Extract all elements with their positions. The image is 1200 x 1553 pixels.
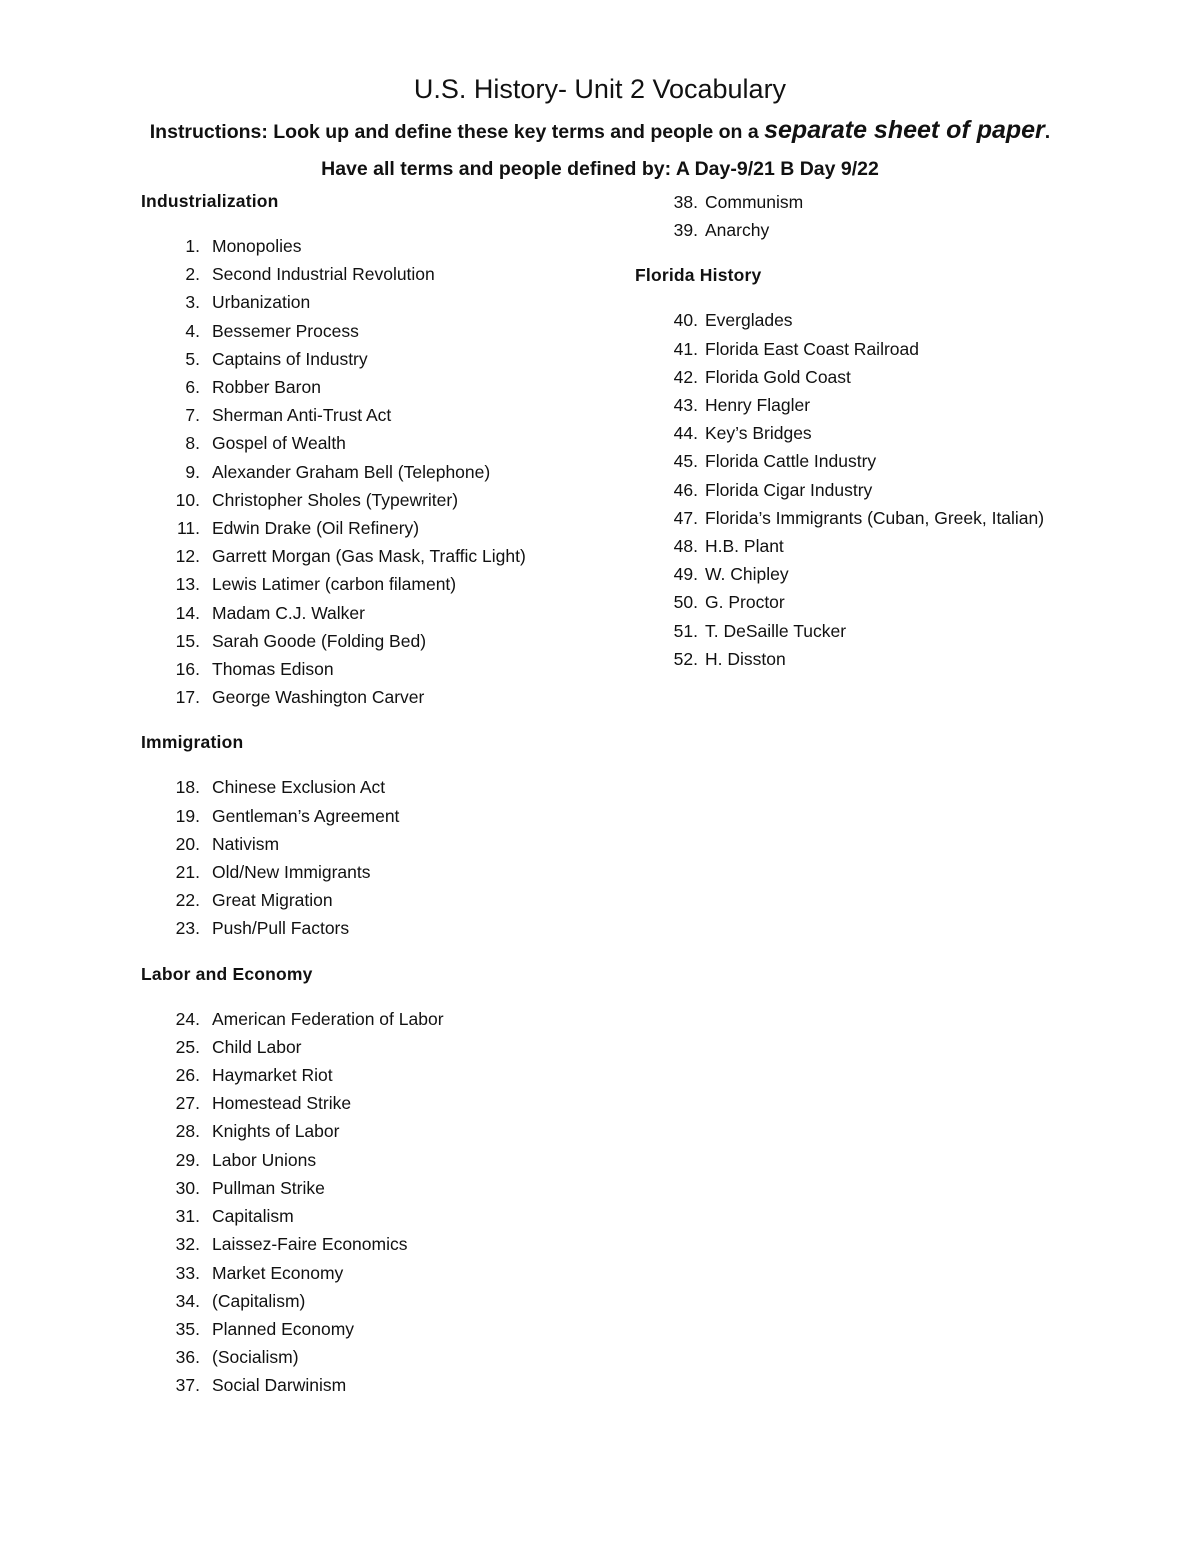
item-number: 5.	[185, 348, 200, 369]
item-term: Homestead Strike	[212, 1093, 352, 1114]
list-item	[141, 1202, 621, 1230]
list-item	[141, 830, 621, 858]
item-number: 19.	[175, 805, 200, 826]
item-number: 18.	[175, 777, 200, 798]
item-term: Second Industrial Revolution	[212, 264, 435, 285]
item-number: 32.	[175, 1234, 200, 1255]
item-term: Bessemer Process	[212, 320, 359, 341]
item-term: Henry Flagler	[705, 395, 811, 416]
section-heading-industrialization: Industrialization	[141, 191, 279, 211]
item-term: G. Proctor	[705, 592, 785, 613]
list-item	[635, 476, 1095, 504]
item-term: (Socialism)	[212, 1347, 299, 1368]
item-term: Child Labor	[212, 1036, 302, 1057]
list-item	[141, 802, 621, 830]
item-number: 3.	[185, 292, 200, 313]
item-term: Push/Pull Factors	[212, 918, 350, 939]
list-item	[141, 914, 621, 942]
list-item	[141, 773, 621, 801]
item-term: Thomas Edison	[212, 659, 334, 680]
list-item	[141, 599, 621, 627]
item-term: Labor Unions	[212, 1149, 317, 1170]
item-number: 35.	[175, 1318, 200, 1339]
left-column	[141, 188, 621, 1400]
item-number: 40.	[673, 310, 698, 331]
item-term: Laissez-Faire Economics	[212, 1234, 408, 1255]
right-column	[635, 188, 1095, 673]
item-number: 25.	[175, 1036, 200, 1057]
list-item	[141, 373, 621, 401]
list-item	[141, 1371, 621, 1399]
list-item	[141, 1259, 621, 1287]
industrialization-list	[141, 232, 621, 711]
list-item	[141, 1033, 621, 1061]
list-item	[635, 188, 1095, 216]
item-term: Great Migration	[212, 890, 333, 911]
item-number: 7.	[185, 405, 200, 426]
list-item	[141, 345, 621, 373]
list-item	[141, 288, 621, 316]
item-term: T. DeSaille Tucker	[705, 620, 847, 641]
item-term: H.B. Plant	[705, 536, 784, 557]
item-term: Capitalism	[212, 1206, 294, 1227]
item-term: Key’s Bridges	[705, 423, 812, 444]
item-term: Everglades	[705, 310, 793, 331]
list-item	[635, 645, 1095, 673]
item-term: Florida East Coast Railroad	[705, 338, 919, 359]
item-term: Social Darwinism	[212, 1375, 347, 1396]
item-term: Florida Cigar Industry	[705, 479, 873, 500]
list-item	[141, 1287, 621, 1315]
item-number: 38.	[673, 192, 698, 212]
item-number: 50.	[673, 592, 698, 613]
item-number: 14.	[175, 602, 200, 623]
list-item	[141, 542, 621, 570]
list-item	[141, 1174, 621, 1202]
list-item	[635, 588, 1095, 616]
item-number: 28.	[175, 1121, 200, 1142]
item-term: Knights of Labor	[212, 1121, 340, 1142]
list-item	[635, 617, 1095, 645]
item-number: 29.	[175, 1149, 200, 1170]
item-number: 48.	[673, 536, 698, 557]
list-item	[141, 858, 621, 886]
item-number: 11.	[176, 518, 200, 539]
list-item	[635, 447, 1095, 475]
item-number: 9.	[185, 461, 200, 482]
list-item	[635, 419, 1095, 447]
item-number: 52.	[673, 648, 698, 669]
list-item	[635, 391, 1095, 419]
item-term: Edwin Drake (Oil Refinery)	[212, 518, 420, 539]
item-term: Market Economy	[212, 1262, 344, 1283]
item-term: Sarah Goode (Folding Bed)	[212, 630, 427, 651]
item-number: 42.	[673, 366, 698, 387]
item-number: 1.	[185, 236, 200, 256]
immigration-list	[141, 773, 621, 942]
item-number: 26.	[175, 1065, 200, 1086]
item-term: Haymarket Riot	[212, 1065, 333, 1086]
item-number: 15.	[175, 630, 200, 651]
item-number: 49.	[673, 564, 698, 585]
item-term: Robber Baron	[212, 377, 321, 398]
item-term: Captains of Industry	[212, 348, 368, 369]
list-item	[635, 560, 1095, 588]
item-term: American Federation of Labor	[212, 1008, 444, 1029]
item-number: 46.	[673, 479, 698, 500]
list-item	[141, 401, 621, 429]
list-item	[141, 655, 621, 683]
item-term: Florida Gold Coast	[705, 366, 851, 387]
item-term: W. Chipley	[705, 564, 789, 585]
item-term: Monopolies	[212, 236, 302, 256]
instructions	[140, 112, 1060, 188]
item-term: Madam C.J. Walker	[212, 602, 365, 623]
list-item	[141, 429, 621, 457]
list-item	[141, 260, 621, 288]
item-term: Gospel of Wealth	[212, 433, 346, 454]
item-term: Gentleman’s Agreement	[212, 805, 400, 826]
item-term: (Capitalism)	[212, 1290, 306, 1311]
item-number: 16.	[175, 659, 200, 680]
item-number: 30.	[175, 1177, 200, 1198]
instructions-emphasis: separate sheet of paper	[764, 116, 1045, 144]
item-number: 36.	[175, 1347, 200, 1368]
item-term: Communism	[705, 192, 804, 212]
list-item	[141, 1146, 621, 1174]
item-number: 21.	[175, 862, 200, 883]
item-number: 47.	[673, 507, 698, 528]
list-item	[635, 532, 1095, 560]
item-term: Pullman Strike	[212, 1177, 325, 1198]
item-number: 41.	[673, 338, 698, 359]
item-term: Planned Economy	[212, 1318, 355, 1339]
item-term: Urbanization	[212, 292, 311, 313]
item-number: 31.	[175, 1206, 200, 1227]
list-item	[635, 504, 1095, 532]
item-number: 44.	[673, 423, 698, 444]
section-heading-immigration: Immigration	[141, 732, 244, 753]
list-item	[141, 1061, 621, 1089]
item-term: Chinese Exclusion Act	[212, 777, 386, 798]
item-number: 4.	[185, 320, 200, 341]
item-number: 6.	[185, 377, 200, 398]
item-term: Old/New Immigrants	[212, 862, 371, 883]
item-term: Nativism	[212, 833, 280, 854]
list-item	[141, 317, 621, 345]
item-number: 23.	[175, 918, 200, 939]
list-item	[141, 1315, 621, 1343]
list-item	[141, 458, 621, 486]
item-number: 12.	[175, 546, 200, 567]
item-term: Garrett Morgan (Gas Mask, Traffic Light)	[212, 546, 526, 567]
item-number: 43.	[673, 395, 698, 416]
section-heading-labor-economy: Labor and Economy	[141, 963, 313, 984]
item-number: 39.	[673, 220, 698, 241]
list-item	[141, 683, 621, 711]
section-heading-florida-history: Florida History	[635, 265, 762, 286]
item-number: 8.	[185, 433, 200, 454]
item-number: 27.	[175, 1093, 200, 1114]
list-item	[141, 1343, 621, 1371]
list-item	[635, 335, 1095, 363]
list-item	[141, 486, 621, 514]
instructions-lead: Instructions: Look up and define these key terms and people on a	[149, 121, 765, 143]
item-number: 17.	[175, 687, 200, 708]
item-number: 2.	[185, 264, 200, 285]
item-term: Christopher Sholes (Typewriter)	[212, 489, 459, 510]
list-item	[141, 1117, 621, 1145]
item-number: 34.	[175, 1290, 200, 1311]
item-number: 13.	[175, 574, 200, 595]
item-term: Alexander Graham Bell (Telephone)	[212, 461, 491, 482]
item-number: 24.	[175, 1008, 200, 1029]
list-item	[635, 216, 1095, 244]
list-item	[635, 363, 1095, 391]
labor-economy-list	[141, 1005, 621, 1400]
item-number: 22.	[175, 890, 200, 911]
item-term: Lewis Latimer (carbon filament)	[212, 574, 457, 595]
item-term: Florida’s Immigrants (Cuban, Greek, Italian)	[705, 507, 1045, 528]
instructions-deadline: . Have all terms and people defined by: A Day-9/21 B Day 9/22	[321, 121, 1051, 180]
list-item	[141, 570, 621, 598]
list-item	[141, 1089, 621, 1117]
florida-history-list	[635, 306, 1095, 673]
item-number: 37.	[175, 1375, 200, 1396]
list-item	[141, 1230, 621, 1258]
list-item	[635, 306, 1095, 334]
page-title: U.S. History- Unit 2 Vocabulary	[413, 74, 787, 104]
item-term: Florida Cattle Industry	[705, 451, 877, 472]
item-term: George Washington Carver	[212, 687, 425, 708]
item-number: 45.	[673, 451, 698, 472]
item-term: Sherman Anti-Trust Act	[212, 405, 392, 426]
list-item	[141, 232, 621, 260]
list-item	[141, 1005, 621, 1033]
item-number: 51.	[673, 620, 698, 641]
item-number: 10.	[175, 489, 200, 510]
item-term: Anarchy	[705, 220, 770, 241]
item-number: 20.	[175, 833, 200, 854]
list-item	[141, 886, 621, 914]
item-term: H. Disston	[705, 648, 786, 669]
list-item	[141, 627, 621, 655]
labor-economy-list-continued	[635, 188, 1095, 244]
item-number: 33.	[175, 1262, 200, 1283]
list-item	[141, 514, 621, 542]
